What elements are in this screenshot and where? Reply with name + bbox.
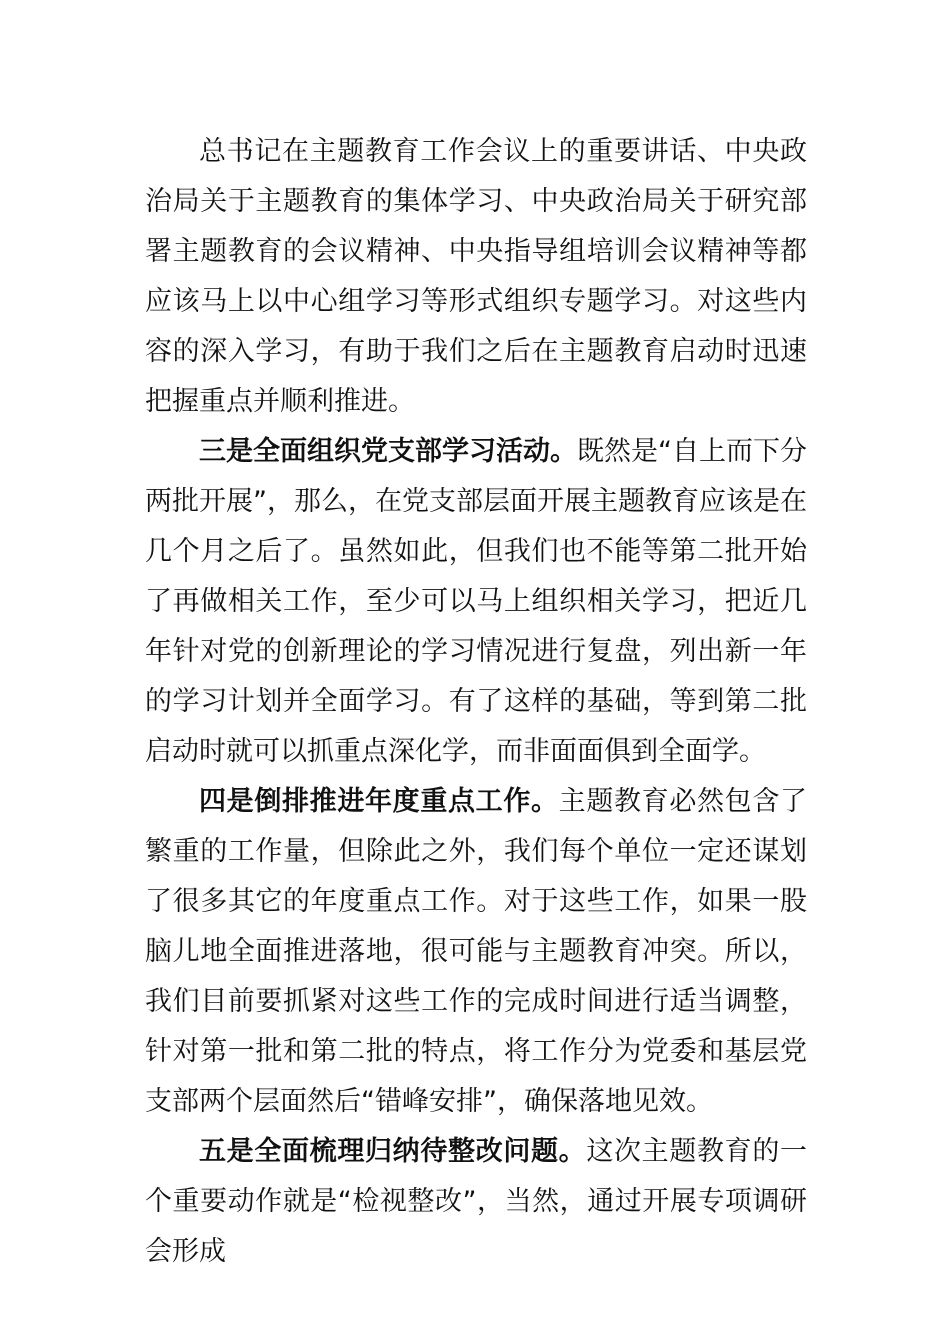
paragraph-4	[145, 1127, 807, 1277]
paragraph-2-lead: 三是全面组织党支部学习活动。	[199, 436, 577, 467]
paragraph-3	[145, 777, 807, 1127]
paragraph-2	[145, 427, 807, 777]
document-body	[145, 127, 807, 1277]
paragraph-1-text: 总书记在主题教育工作会议上的重要讲话、中央政治局关于主题教育的集体学习、中央政治局关于研究部署主题教育的会议精神、中央指导组培训会议精神等都应该马上以中心组学习等形式组织专题学习。对这些内容的深入学习，有助于我们之后在主题教育启动时迅速把握重点并顺利推进。	[145, 136, 807, 417]
paragraph-1	[145, 127, 807, 427]
paragraph-2-text: 既然是“自上而下分两批开展”，那么，在党支部层面开展主题教育应该是在几个月之后了。虽然如此，但我们也不能等第二批开始了再做相关工作，至少可以马上组织相关学习，把近几年针对党的创新理论的学习情况进行复盘，列出新一年的学习计划并全面学习。有了这样的基础，等到第二批启动时就可以抓重点深化学，而非面面俱到全面学。	[145, 436, 807, 767]
paragraph-3-text: 主题教育必然包含了繁重的工作量，但除此之外，我们每个单位一定还谋划了很多其它的年度重点工作。对于这些工作，如果一股脑儿地全面推进落地，很可能与主题教育冲突。所以，我们目前要抓紧对这些工作的完成时间进行适当调整，针对第一批和第二批的特点，将工作分为党委和基层党支部两个层面然后“错峰安排”，确保落地见效。	[145, 786, 808, 1117]
paragraph-4-lead: 五是全面梳理归纳待整改问题。	[199, 1136, 587, 1167]
paragraph-3-lead: 四是倒排推进年度重点工作。	[199, 786, 559, 817]
paragraph-4-text: 这次主题教育的一个重要动作就是“检视整改”，当然，通过开展专项调研会形成	[145, 1136, 808, 1267]
